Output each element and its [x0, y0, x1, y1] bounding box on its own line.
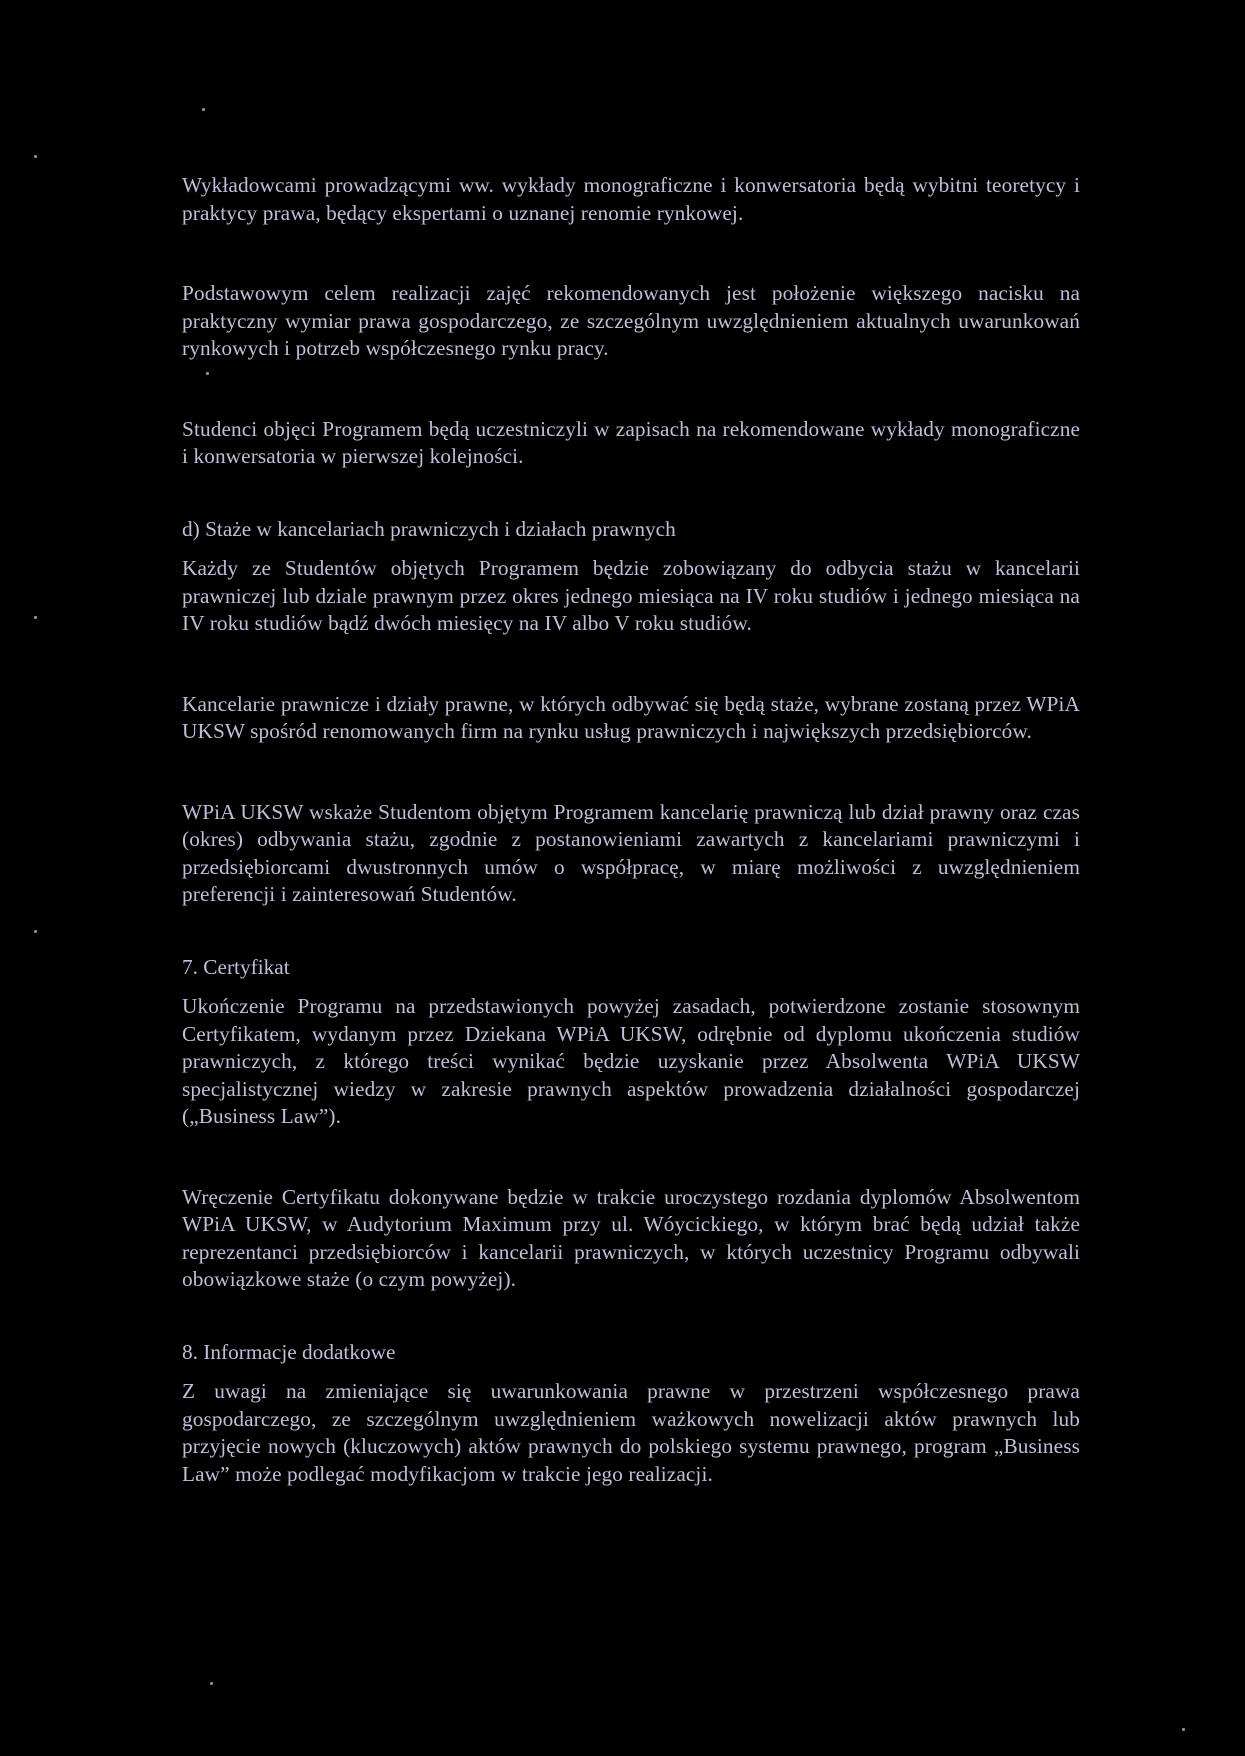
scan-speck [34, 930, 37, 933]
section-heading-certificate: 7. Certyfikat [182, 954, 290, 979]
paragraph-enrollment: Studenci objęci Programem będą uczestniczyli w zapisach na rekomendowane wykłady monograficzne i konwersatoria w pierwszej kolejności. [182, 416, 1080, 468]
document-body [182, 172, 1080, 1488]
paragraph-certificate-ceremony: Wręczenie Certyfikatu dokonywane będzie w trakcie uroczystego rozdania dyplomów Absolwentom WPiA UKSW, w Audytorium Maximum przy ul. Wóycickiego, w którym brać będą udział także reprezentanci przedsiębiorców i kancelarii prawniczych, w których uczestnicy Programu odbywali obowiązkowe staże (o czym powyżej). [182, 1184, 1080, 1291]
scan-speck [202, 108, 205, 111]
scan-speck [34, 155, 37, 158]
section-heading-additional-info: 8. Informacje dodatkowe [182, 1339, 396, 1364]
scan-speck [34, 616, 37, 619]
paragraph-certificate-completion: Ukończenie Programu na przedstawionych powyżej zasadach, potwierdzone zostanie stosownym Certyfikatem, wydanym przez Dziekana WPiA UKSW, odrębnie od dyplomu ukończenia studiów prawniczych, z którego treści wynikać będzie uzyskanie przez Absolwenta WPiA UKSW specjalistycznej wiedzy w zakresie prawnych aspektów prowadzenia działalności gospodarczej („Business Law”). [182, 994, 1080, 1128]
scan-speck [210, 1682, 213, 1685]
scan-speck [1182, 1728, 1185, 1731]
section-heading-internships: d) Staże w kancelariach prawniczych i działach prawnych [182, 516, 676, 541]
paragraph-internship-assignment: WPiA UKSW wskaże Studentom objętym Programem kancelarię prawniczą lub dział prawny oraz czas (okres) odbywania stażu, zgodnie z postanowieniami zawartych z kancelariami prawniczymi i przedsiębiorcami dwustronnych umów o współpracę, w miarę możliwości z uwzględnieniem preferencji i zainteresowań Studentów. [182, 799, 1080, 906]
paragraph-program-modifications: Z uwagi na zmieniające się uwarunkowania prawne w przestrzeni współczesnego prawa gospodarczego, ze szczególnym uwzględnieniem ważkowych nowelizacji aktów prawnych lub przyjęcie nowych (kluczowych) aktów prawnych do polskiego systemu prawnego, program „Business Law” może podlegać modyfikacjom w trakcie jego realizacji. [182, 1379, 1080, 1486]
paragraph-main-goal: Podstawowym celem realizacji zajęć rekomendowanych jest położenie większego nacisku na praktyczny wymiar prawa gospodarczego, ze szczególnym uwzględnieniem aktualnych uwarunkowań rynkowych i potrzeb współczesnego rynku pracy. [182, 281, 1080, 360]
paragraph-lecturers: Wykładowcami prowadzącymi ww. wykłady monograficzne i konwersatoria będą wybitni teoretycy i praktycy prawa, będący ekspertami o uznanej renomie rynkowej. [182, 173, 1080, 225]
paragraph-internship-duty: Każdy ze Studentów objętych Programem będzie zobowiązany do odbycia stażu w kancelarii prawniczej lub dziale prawnym przez okres jednego miesiąca na IV roku studiów i jednego miesiąca na IV roku studiów bądź dwóch miesięcy na IV albo V roku studiów. [182, 556, 1080, 635]
paragraph-law-firms-selection: Kancelarie prawnicze i działy prawne, w których odbywać się będą staże, wybrane zostaną przez WPiA UKSW spośród renomowanych firm na rynku usług prawniczych i największych przedsiębiorców. [182, 691, 1080, 743]
